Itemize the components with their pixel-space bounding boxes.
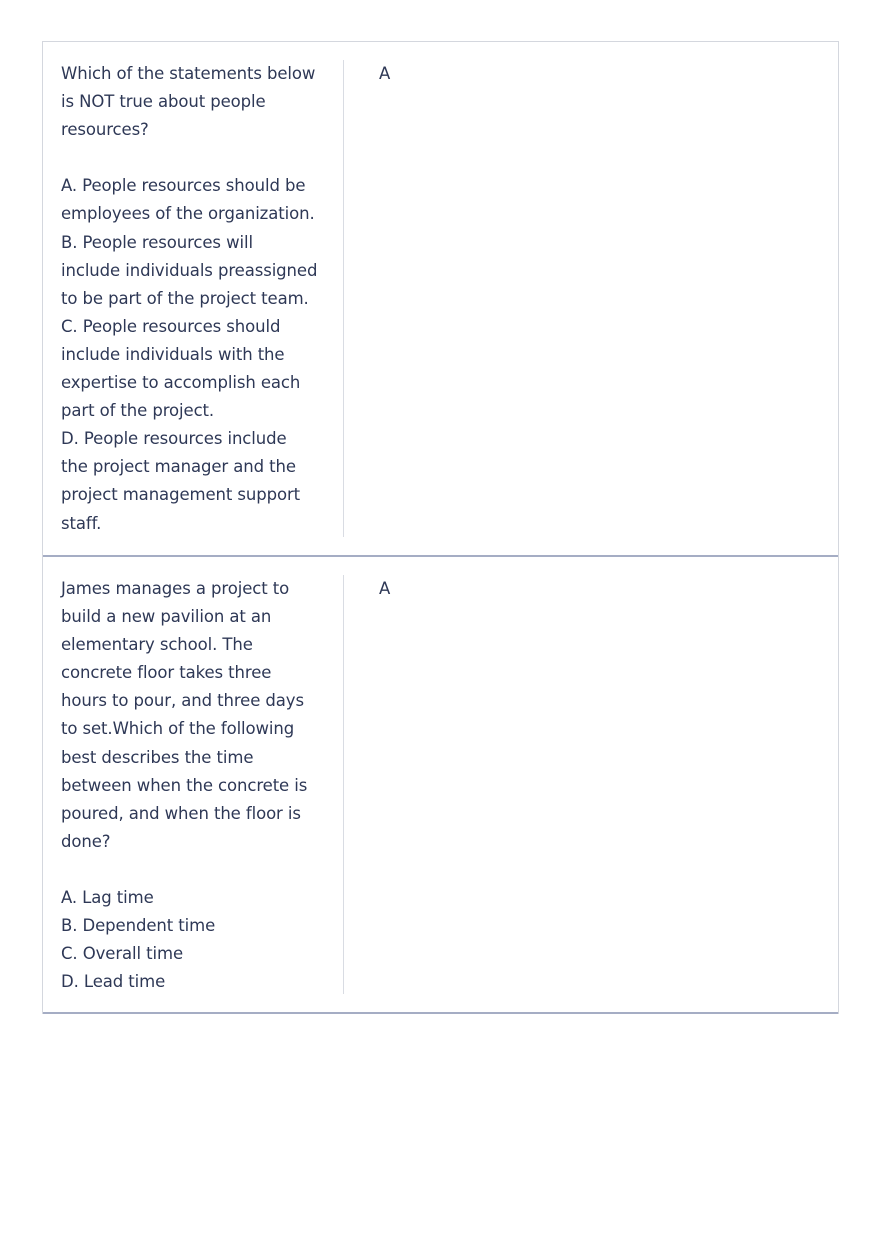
flashcard <box>43 557 838 1014</box>
flashcard <box>43 42 838 557</box>
card-term: James manages a project to build a new pavilion at an elementary school. The concrete floor takes three hours to pour, and three days to set.Which of the following best describes the time between when the concrete is poured, and when the floor is done? A. Lag time B. Dependent time C. Overall time D. Lead time <box>61 579 308 992</box>
card-definition: A <box>379 64 391 83</box>
card-divider <box>343 60 344 537</box>
card-definition: A <box>379 579 391 598</box>
card-term: Which of the statements below is NOT true about people resources? A. People resources should be employees of the organization. B. People resources will include individuals preassigned to be part of the project team. C. People resources should include individuals with the expertise to accomplish each part of the project. D. People resources include the project manager and the project management support staff. <box>61 64 318 533</box>
card-divider <box>343 575 344 994</box>
flashcard-list <box>42 41 839 1014</box>
